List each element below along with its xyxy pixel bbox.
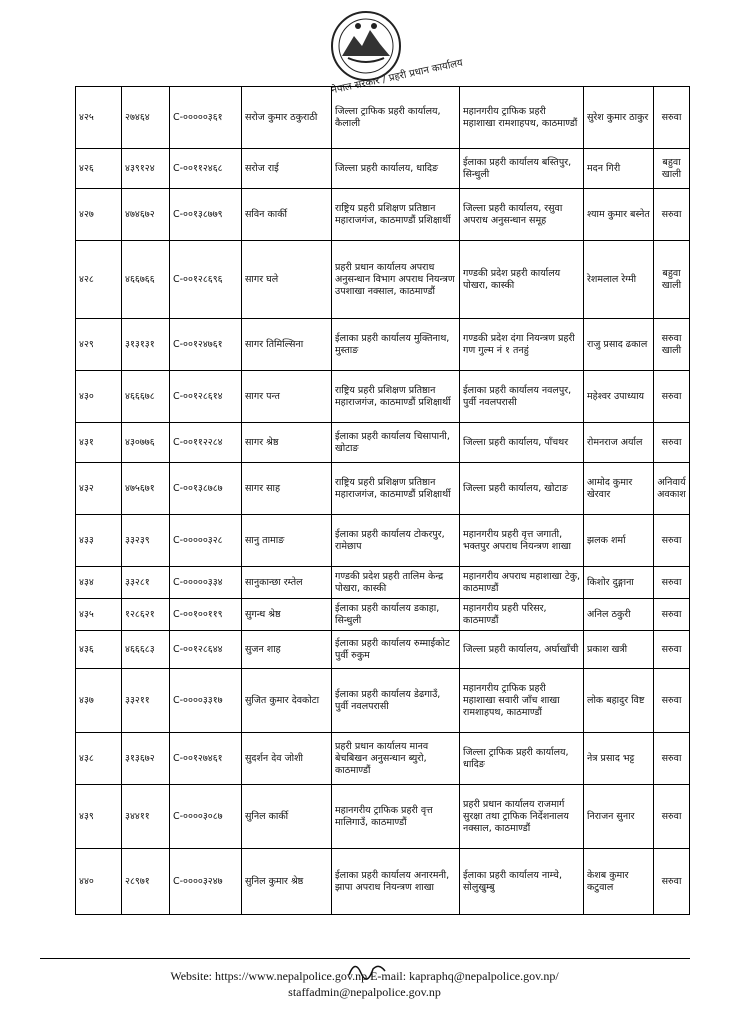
cell-replace: मदन गिरी <box>584 149 654 189</box>
cell-to: जिल्ला प्रहरी कार्यालय, अर्घाखाँची <box>460 631 584 669</box>
cell-replace: लोक बहादुर विष्ट <box>584 669 654 733</box>
cell-name: सानु तामाङ <box>242 515 332 567</box>
cell-id: ३४४११ <box>122 785 170 849</box>
cell-remark: सरुवा <box>654 515 690 567</box>
cell-code: C-००१२८६१४ <box>170 371 242 423</box>
cell-sn: ४३४ <box>76 567 122 599</box>
cell-remark: सरुवा <box>654 849 690 915</box>
cell-sn: ४२५ <box>76 87 122 149</box>
cell-to: महानगरीय प्रहरी वृत्त जगाती, भक्तपुर अपराध नियन्त्रण शाखा <box>460 515 584 567</box>
cell-name: सुजन शाह <box>242 631 332 669</box>
cell-from: ईलाका प्रहरी कार्यालय रुम्माईकोट पुर्वी रुकुम <box>332 631 460 669</box>
cell-from: राष्ट्रिय प्रहरी प्रशिक्षण प्रतिष्ठान महाराजगंज, काठमाण्डौं प्रशिक्षार्थी <box>332 463 460 515</box>
cell-to: गण्डकी प्रदेश प्रहरी कार्यालय पोखरा, कास्की <box>460 241 584 319</box>
cell-from: ईलाका प्रहरी कार्यालय अनारमनी, झापा अपराध नियन्त्रण शाखा <box>332 849 460 915</box>
footer-contact-line2: staffadmin@nepalpolice.gov.np <box>288 985 441 999</box>
cell-code: C-००१२८६९६ <box>170 241 242 319</box>
cell-code: C-००११२२८४ <box>170 423 242 463</box>
footer-contact-line1: Website: https://www.nepalpolice.gov.np E-mail: kapraphq@nepalpolice.gov.np/ <box>170 969 559 983</box>
cell-name: सागर तिमिल्सिना <box>242 319 332 371</box>
cell-code: C-००११२४६८ <box>170 149 242 189</box>
table-row <box>76 423 690 463</box>
cell-replace: किशोर दुङ्गाना <box>584 567 654 599</box>
cell-sn: ४४० <box>76 849 122 915</box>
cell-to: गण्डकी प्रदेश दंगा नियन्त्रण प्रहरी गण गुल्म नं १ तनहुं <box>460 319 584 371</box>
table-row <box>76 599 690 631</box>
cell-name: सागर घले <box>242 241 332 319</box>
cell-to: जिल्ला प्रहरी कार्यालय, रसुवा अपराध अनुसन्धान समूह <box>460 189 584 241</box>
cell-from: जिल्ला प्रहरी कार्यालय, धादिङ <box>332 149 460 189</box>
cell-replace: राजु प्रसाद ढकाल <box>584 319 654 371</box>
cell-sn: ४३१ <box>76 423 122 463</box>
cell-remark: सरुवा <box>654 567 690 599</box>
cell-id: २८९७१ <box>122 849 170 915</box>
cell-name: सरोज कुमार ठकुराठी <box>242 87 332 149</box>
cell-code: C-००००३३१७ <box>170 669 242 733</box>
table-row <box>76 631 690 669</box>
cell-name: सुगन्ध श्रेष्ठ <box>242 599 332 631</box>
cell-to: जिल्ला प्रहरी कार्यालय, खोटाङ <box>460 463 584 515</box>
cell-from: महानगरीय ट्राफिक प्रहरी वृत्त मालिगाउँ, काठमाण्डौं <box>332 785 460 849</box>
cell-to: प्रहरी प्रधान कार्यालय राजमार्ग सुरक्षा तथा ट्राफिक निर्देशनालय नक्साल, काठमाण्डौं <box>460 785 584 849</box>
cell-replace: रोमनराज अर्याल <box>584 423 654 463</box>
cell-remark: सरुवा खाली <box>654 319 690 371</box>
table-row <box>76 515 690 567</box>
cell-sn: ४३७ <box>76 669 122 733</box>
cell-from: ईलाका प्रहरी कार्यालय डकाहा, सिन्धुली <box>332 599 460 631</box>
cell-sn: ४२७ <box>76 189 122 241</box>
cell-name: सरोज राई <box>242 149 332 189</box>
cell-id: ३३२११ <box>122 669 170 733</box>
cell-sn: ४२८ <box>76 241 122 319</box>
cell-to: महानगरीय ट्राफिक प्रहरी महाशाखा रामशाहपथ, काठमाण्डौं <box>460 87 584 149</box>
cell-sn: ४३५ <box>76 599 122 631</box>
cell-sn: ४३६ <box>76 631 122 669</box>
cell-replace: महेश्वर उपाध्याय <box>584 371 654 423</box>
cell-remark: सरुवा <box>654 87 690 149</box>
cell-code: C-००१००११९ <box>170 599 242 631</box>
table-row <box>76 463 690 515</box>
cell-code: C-००१२४७६१ <box>170 319 242 371</box>
cell-id: ३३२८१ <box>122 567 170 599</box>
table-row <box>76 189 690 241</box>
cell-code: C-००००३२४७ <box>170 849 242 915</box>
cell-name: सागर साह <box>242 463 332 515</box>
cell-replace: नेत्र प्रसाद भट्ट <box>584 733 654 785</box>
cell-replace: केशब कुमार कटुवाल <box>584 849 654 915</box>
cell-from: जिल्ला ट्राफिक प्रहरी कार्यालय, कैलाली <box>332 87 460 149</box>
table-row <box>76 241 690 319</box>
cell-to: जिल्ला ट्राफिक प्रहरी कार्यालय, धादिङ <box>460 733 584 785</box>
cell-id: ४७४६७२ <box>122 189 170 241</box>
cell-remark: सरुवा <box>654 599 690 631</box>
cell-from: प्रहरी प्रधान कार्यालय अपराध अनुसन्धान विभाग अपराध नियन्त्रण उपशाखा नक्साल, काठमाण्डौं <box>332 241 460 319</box>
cell-name: सुजित कुमार देवकोटा <box>242 669 332 733</box>
cell-id: ४६६६७८ <box>122 371 170 423</box>
cell-name: सुनिल कार्की <box>242 785 332 849</box>
cell-from: प्रहरी प्रधान कार्यालय मानव बेचबिखन अनुसन्धान ब्युरो, काठमाण्डौं <box>332 733 460 785</box>
cell-replace: आमोद कुमार खेरवार <box>584 463 654 515</box>
cell-from: राष्ट्रिय प्रहरी प्रशिक्षण प्रतिष्ठान महाराजगंज, काठमाण्डौं प्रशिक्षार्थी <box>332 189 460 241</box>
cell-replace: प्रकाश खत्री <box>584 631 654 669</box>
cell-sn: ४३३ <box>76 515 122 567</box>
cell-sn: ४२९ <box>76 319 122 371</box>
cell-to: महानगरीय प्रहरी परिसर, काठमाण्डौं <box>460 599 584 631</box>
cell-name: सुनिल कुमार श्रेष्ठ <box>242 849 332 915</box>
cell-id: २७४६४ <box>122 87 170 149</box>
cell-id: ४६६६८३ <box>122 631 170 669</box>
cell-remark: बहुवा खाली <box>654 149 690 189</box>
cell-id: ४६६७६६ <box>122 241 170 319</box>
cell-remark: बहुवा खाली <box>654 241 690 319</box>
cell-replace: रेशमलाल रेग्मी <box>584 241 654 319</box>
table-row <box>76 87 690 149</box>
cell-id: ३१३१३१ <box>122 319 170 371</box>
cell-code: C-०००००३३४ <box>170 567 242 599</box>
cell-id: ४३०७७६ <box>122 423 170 463</box>
table-row <box>76 567 690 599</box>
cell-to: ईलाका प्रहरी कार्यालय नाम्चे, सोलुखुम्बु <box>460 849 584 915</box>
cell-to: ईलाका प्रहरी कार्यालय बस्तिपुर, सिन्धुली <box>460 149 584 189</box>
cell-remark: सरुवा <box>654 669 690 733</box>
cell-name: सविन कार्की <box>242 189 332 241</box>
cell-name: सुदर्शन देव जोशी <box>242 733 332 785</box>
cell-remark: सरुवा <box>654 189 690 241</box>
cell-remark: सरुवा <box>654 631 690 669</box>
table-row <box>76 371 690 423</box>
table-row <box>76 669 690 733</box>
cell-id: ४३९१२४ <box>122 149 170 189</box>
cell-code: C-००१२८६४४ <box>170 631 242 669</box>
cell-name: सानुकान्छा रम्तेल <box>242 567 332 599</box>
cell-replace: निराजन सुनार <box>584 785 654 849</box>
cell-sn: ४३९ <box>76 785 122 849</box>
cell-from: गण्डकी प्रदेश प्रहरी तालिम केन्द्र पोखरा, कास्की <box>332 567 460 599</box>
cell-id: ४७५६७१ <box>122 463 170 515</box>
cell-replace: सुरेश कुमार ठाकुर <box>584 87 654 149</box>
cell-code: C-००१२७४६१ <box>170 733 242 785</box>
cell-from: राष्ट्रिय प्रहरी प्रशिक्षण प्रतिष्ठान महाराजगंज, काठमाण्डौं प्रशिक्षार्थी <box>332 371 460 423</box>
cell-id: १२८६२१ <box>122 599 170 631</box>
cell-sn: ४३० <box>76 371 122 423</box>
cell-sn: ४३८ <box>76 733 122 785</box>
cell-from: ईलाका प्रहरी कार्यालय चिसापानी, खोटाङ <box>332 423 460 463</box>
cell-code: C-००१३८७७९ <box>170 189 242 241</box>
cell-to: ईलाका प्रहरी कार्यालय नवलपुर, पुर्वी नवलपरासी <box>460 371 584 423</box>
table-row <box>76 733 690 785</box>
cell-code: C-००००३०८७ <box>170 785 242 849</box>
cell-to: जिल्ला प्रहरी कार्यालय, पाँचथर <box>460 423 584 463</box>
cell-replace: अनिल ठकुरी <box>584 599 654 631</box>
footer <box>0 968 729 1000</box>
cell-code: C-०००००३६१ <box>170 87 242 149</box>
cell-code: C-००१३८७८७ <box>170 463 242 515</box>
cell-remark: सरुवा <box>654 785 690 849</box>
table-row <box>76 319 690 371</box>
table-row <box>76 849 690 915</box>
cell-from: ईलाका प्रहरी कार्यालय टोकरपुर, रामेछाप <box>332 515 460 567</box>
cell-code: C-०००००३२८ <box>170 515 242 567</box>
seal-text: नेपाल सरकार / प्रहरी प्रधान कार्यालय <box>330 57 464 97</box>
cell-replace: झलक शर्मा <box>584 515 654 567</box>
cell-from: ईलाका प्रहरी कार्यालय मुक्तिनाथ, मुस्ताङ <box>332 319 460 371</box>
cell-from: ईलाका प्रहरी कार्यालय डेढगाउँ, पुर्वी नवलपरासी <box>332 669 460 733</box>
table-row <box>76 785 690 849</box>
cell-remark: सरुवा <box>654 423 690 463</box>
cell-name: सागर श्रेष्ठ <box>242 423 332 463</box>
cell-to: महानगरीय अपराध महाशाखा टेकु, काठमाण्डौं <box>460 567 584 599</box>
cell-remark: सरुवा <box>654 371 690 423</box>
cell-replace: श्याम कुमार बस्नेत <box>584 189 654 241</box>
cell-name: सागर पन्त <box>242 371 332 423</box>
cell-id: ३१३६७२ <box>122 733 170 785</box>
transfer-table <box>75 86 690 915</box>
cell-remark: सरुवा <box>654 733 690 785</box>
cell-remark: अनिवार्य अवकाश <box>654 463 690 515</box>
cell-id: ३३२३९ <box>122 515 170 567</box>
cell-sn: ४२६ <box>76 149 122 189</box>
cell-to: महानगरीय ट्राफिक प्रहरी महाशाखा सवारी जाँच शाखा रामशाहपथ, काठमाण्डौं <box>460 669 584 733</box>
table-row <box>76 149 690 189</box>
cell-sn: ४३२ <box>76 463 122 515</box>
